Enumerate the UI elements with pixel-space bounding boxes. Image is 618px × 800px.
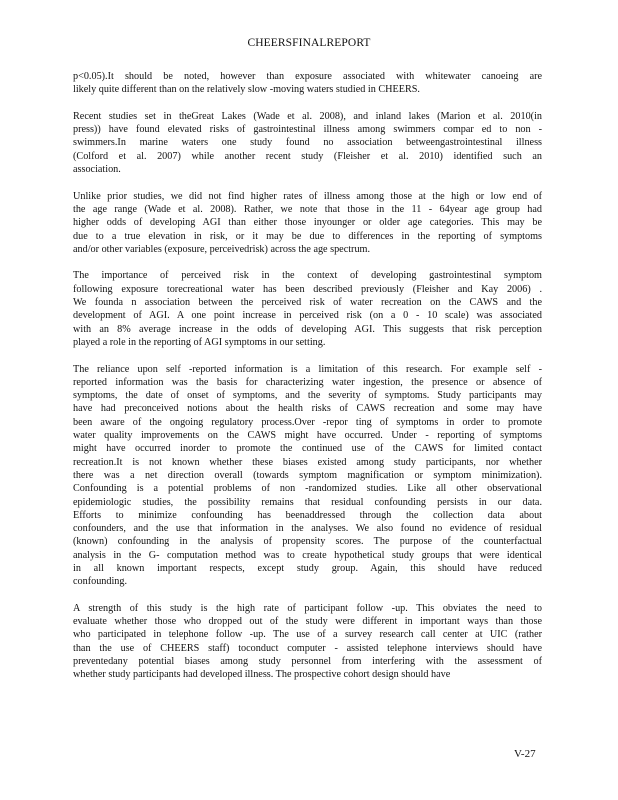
text-line: been aware of the ongoing regulatory process.Over -repor ting of symptoms in order to promote — [73, 416, 542, 428]
text-line: p<0.05).It should be noted, however than exposure associated with whitewater canoeing are — [73, 71, 542, 82]
text-line: analysis in the G- computation method was to create hypothetical study groups that were identical — [73, 549, 542, 561]
text-line: development of AGI. A one point increase in perceived risk (on a 0 - 10 scale) was associated — [73, 310, 542, 322]
paragraph — [73, 363, 542, 589]
text-line: Recent studies set in theGreat Lakes (Wade et al. 2008), and inland lakes (Marion et al. 2010(in — [73, 110, 542, 122]
text-line: with an 8% average increase in the odds of developing AGI. This suggests that risk perception — [73, 323, 542, 335]
paragraph — [73, 110, 542, 176]
text-line: symptoms, the date of onset of symptoms, and the severity of symptoms. Study participants may — [73, 390, 542, 402]
text-line: likely quite different than on the relatively slow -moving waters studied in CHEERS. — [73, 84, 420, 96]
text-line: recreation.It is not known whether these biases existed among study participants, nor whether — [73, 456, 542, 468]
text-line: might have occurred inorder to promote the continued use of the CAWS for limited contact — [73, 443, 542, 455]
text-line: swimmers.In marine waters one study found no association betweengastrointestinal illness — [73, 137, 542, 149]
text-line: confounders, and the use that information in the analyses. We also found no evidence of residual — [73, 523, 542, 535]
text-line: (known) confounding in the analysis of propensity scores. The purpose of the counterfactual — [73, 536, 542, 548]
text-line: Confounding is a potential problems of non -randomized studies. Like all other observational — [73, 483, 542, 495]
text-line: preventedany potential biases among study personnel from interfering with the assessment of — [73, 656, 542, 668]
page-number: V-27 — [514, 748, 536, 760]
paragraph — [73, 602, 542, 682]
text-line: whether study participants had developed illness. The prospective cohort design should have — [73, 669, 451, 681]
text-line: press)) have found elevated risks of gastrointestinal illness among swimmers compar ed to non - — [73, 124, 542, 136]
text-line: and/or other variables (exposure, perceivedrisk) across the age spectrum. — [73, 243, 371, 255]
text-line: due to a true elevation in risk, or it may be due to differences in the reporting of symptoms — [73, 230, 542, 242]
text-line: in all known important respects, except study group. Again, this should have reduced — [73, 562, 542, 574]
text-line: there was a net direction overall (towards symptom magnification or symptom minimization). — [73, 469, 542, 481]
text-line: A strength of this study is the high rate of participant follow -up. This obviates the need to — [73, 602, 542, 614]
text-line: have had preconceived notions about the health risks of CAWS recreation and some may have — [73, 403, 542, 415]
text-line: played a role in the reporting of AGI symptoms in our setting. — [73, 336, 326, 348]
text-line: water quality improvements on the CAWS might have occurred. Under - reporting of symptoms — [73, 430, 542, 442]
text-line: higher odds of developing AGI than either those inyounger or older age categories. This may be — [73, 217, 542, 229]
text-line: confounding. — [73, 576, 128, 588]
text-line: (Colford et al. 2007) while another recent study (Fleisher et al. 2010) identified such an — [73, 150, 542, 162]
text-line: who participated in telephone follow -up. The use of a survey research call center at UIC (rather — [73, 629, 542, 641]
paragraph — [73, 70, 542, 97]
paragraph — [73, 190, 542, 256]
text-line: The importance of perceived risk in the context of developing gastrointestinal symptom — [73, 270, 542, 282]
text-line: than the use of CHEERS staff) toconduct computer - assisted telephone interviews should have — [73, 642, 542, 654]
report-header-title: CHEERSFINALREPORT — [247, 37, 371, 49]
text-line: association. — [73, 164, 121, 176]
text-line: the age range (Wade et al. 2008). Rather, we note that those in the 11 - 64year age group had — [73, 203, 542, 215]
body-text — [73, 70, 542, 695]
paragraph — [73, 269, 542, 349]
text-line: Unlike prior studies, we did not find higher rates of illness among those at the high or low end of — [73, 190, 542, 202]
text-line: following exposure torecreational water has been described previously (Fleisher and Kay 2006) . — [73, 283, 542, 295]
text-line: epidemiologic studies, the possibility remains that residual confounding persists in our data. — [73, 496, 542, 508]
text-line: We founda n association between the perceived risk of water recreation on the CAWS and the — [73, 297, 542, 309]
text-line: evaluate whether those who dropped out of the study were different in important ways than those — [73, 616, 542, 628]
text-line: reported information was the basis for characterizing water ingestion, the presence or absence of — [73, 376, 542, 388]
text-line: Efforts to minimize confounding has beenaddressed through the collection data about — [73, 509, 542, 521]
text-line: The reliance upon self -reported information is a limitation of this research. For example self - — [73, 363, 542, 375]
